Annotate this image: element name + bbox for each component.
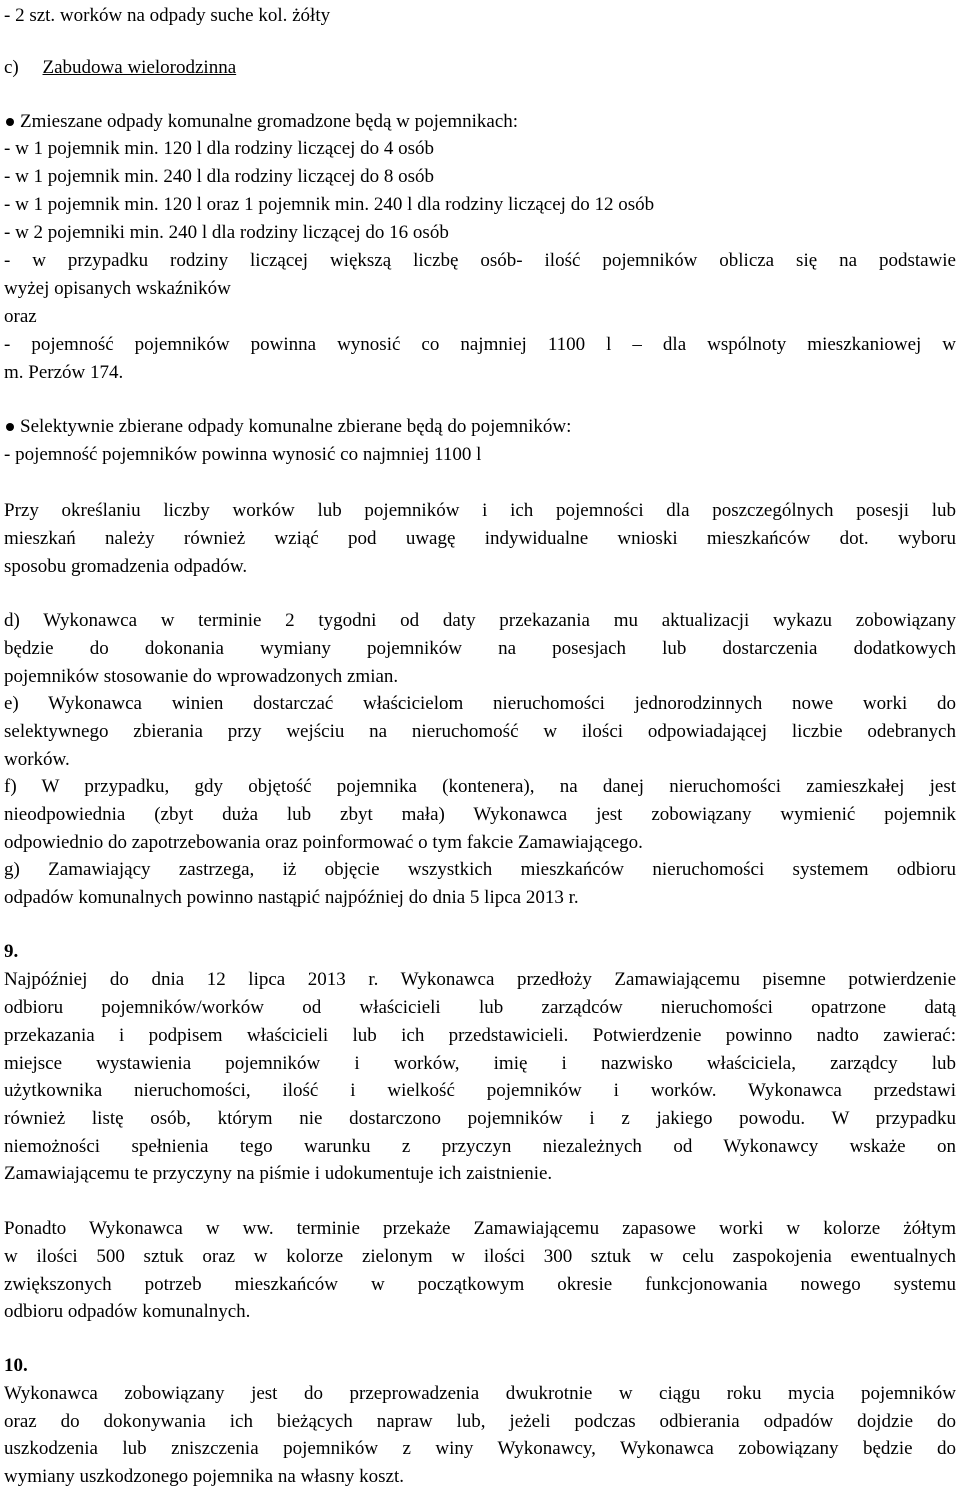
text-line: przekazania i podpisem właścicieli lub ich przedstawicieli. Potwierdzenie powinno nadto zawierać: xyxy=(4,1025,956,1046)
section-title: Zabudowa wielorodzinna xyxy=(42,57,237,78)
text-line: niemożności spełnienia tego warunku z przyczyn niezależnych od Wykonawcy wskaże on xyxy=(4,1136,956,1157)
text-line: w ilości 500 sztuk oraz w kolorze zielonym w ilości 300 sztuk w celu zaspokojenia ewentualnych xyxy=(4,1246,956,1267)
text-line: również listę osób, którym nie dostarczono pojemników i z jakiego powodu. W przypadku xyxy=(4,1108,956,1129)
text-line: Zamawiającemu te przyczyny na piśmie i udokumentuje ich zaistnienie. xyxy=(4,1163,553,1184)
text-line: oraz xyxy=(4,306,37,327)
text-line: odbioru odpadów komunalnych. xyxy=(4,1301,251,1322)
text-line: g) Zamawiający zastrzega, iż objęcie wszystkich mieszkańców nieruchomości systemem odbioru xyxy=(4,859,956,880)
text-line: Wykonawca zobowiązany jest do przeprowadzenia dwukrotnie w ciągu roku mycia pojemników xyxy=(4,1383,956,1404)
bullet-item xyxy=(4,108,956,135)
text-line: miejsce wystawienia pojemników i worków, imię i nazwisko właściciela, zarządcy lub xyxy=(4,1053,956,1074)
text-line: - pojemność pojemników powinna wynosić co najmniej 1100 l xyxy=(4,444,482,465)
section-heading xyxy=(4,54,956,81)
text-line: odpadów komunalnych powinno nastąpić najpóźniej do dnia 5 lipca 2013 r. xyxy=(4,887,579,908)
text-line: uszkodzenia lub zniszczenia pojemników z winy Wykonawcy, Wykonawca zobowiązany będzie do xyxy=(4,1438,956,1459)
text-line: nieodpowiednia (zbyt duża lub zbyt mała) Wykonawca jest zobowiązany wymienić pojemnik xyxy=(4,804,956,825)
text-line: będzie do dokonania wymiany pojemników na posesjach lub dostarczenia dodatkowych xyxy=(4,638,956,659)
text-line: sposobu gromadzenia odpadów. xyxy=(4,556,248,577)
text-line: mieszkań należy również wziąć pod uwagę indywidualne wnioski mieszkańców dot. wyboru xyxy=(4,528,956,549)
text-line: d) Wykonawca w terminie 2 tygodni od daty przekazania mu aktualizacji wykazu zobowiązany xyxy=(4,610,956,631)
section-number: 10. xyxy=(4,1355,28,1376)
text-line: oraz do dokonywania ich bieżących napraw lub, jeżeli podczas odbierania odpadów dojdzie do xyxy=(4,1411,956,1432)
text-line: - pojemność pojemników powinna wynosić co najmniej 1100 l – dla wspólnoty mieszkaniowej w xyxy=(4,334,956,355)
text-line: pojemników stosowanie do wprowadzonych zmian. xyxy=(4,666,399,687)
text-line: - w 2 pojemniki min. 240 l dla rodziny liczącej do 16 osób xyxy=(4,222,449,243)
text-line: worków. xyxy=(4,749,70,770)
text-line: selektywnego zbierania przy wejściu na nieruchomość w ilości odpowiadającej liczbie odebranych xyxy=(4,721,956,742)
bullet-icon xyxy=(6,423,14,431)
text-line: - 2 szt. worków na odpady suche kol. żółty xyxy=(4,5,331,26)
bullet-item xyxy=(4,413,956,440)
text-line: zwiększonych potrzeb mieszkańców w początkowym okresie funkcjonowania nowego systemu xyxy=(4,1274,956,1295)
text-line: Ponadto Wykonawca w ww. terminie przekaże Zamawiającemu zapasowe worki w kolorze żółtym xyxy=(4,1218,956,1239)
text-line: - w 1 pojemnik min. 240 l dla rodziny liczącej do 8 osób xyxy=(4,166,435,187)
section-number: 9. xyxy=(4,941,19,962)
text-line: - w przypadku rodziny liczącej większą liczbę osób- ilość pojemników oblicza się na podstawie xyxy=(4,250,956,271)
text-line: użytkownika nieruchomości, ilość i wielkość pojemników i worków. Wykonawca przedstawi xyxy=(4,1080,956,1101)
section-prefix: c) xyxy=(4,57,19,78)
text-line: e) Wykonawca winien dostarczać właścicielom nieruchomości jednorodzinnych nowe worki do xyxy=(4,693,956,714)
text-line: odpowiednio do zapotrzebowania oraz poinformować o tym fakcie Zamawiającego. xyxy=(4,832,643,853)
text-line: - w 1 pojemnik min. 120 l dla rodziny liczącej do 4 osób xyxy=(4,138,435,159)
text-line: wymiany uszkodzonego pojemnika na własny koszt. xyxy=(4,1466,404,1487)
bullet-icon xyxy=(6,118,14,126)
bullet-text: Zmieszane odpady komunalne gromadzone będą w pojemnikach: xyxy=(20,111,519,132)
text-line: odbioru pojemników/worków od właścicieli lub zarządców nieruchomości opatrzone datą xyxy=(4,997,956,1018)
bullet-text: Selektywnie zbierane odpady komunalne zbierane będą do pojemników: xyxy=(20,416,572,437)
text-line: f) W przypadku, gdy objętość pojemnika (kontenera), na danej nieruchomości zamieszkałej jest xyxy=(4,776,956,797)
text-line: Przy określaniu liczby worków lub pojemników i ich pojemności dla poszczególnych posesji lub xyxy=(4,500,956,521)
text-line: - w 1 pojemnik min. 120 l oraz 1 pojemnik min. 240 l dla rodziny liczącej do 12 osób xyxy=(4,194,655,215)
text-line: m. Perzów 174. xyxy=(4,362,124,383)
text-line: Najpóźniej do dnia 12 lipca 2013 r. Wykonawca przedłoży Zamawiającemu pisemne potwierdzenie xyxy=(4,969,956,990)
text-line: wyżej opisanych wskaźników xyxy=(4,278,231,299)
